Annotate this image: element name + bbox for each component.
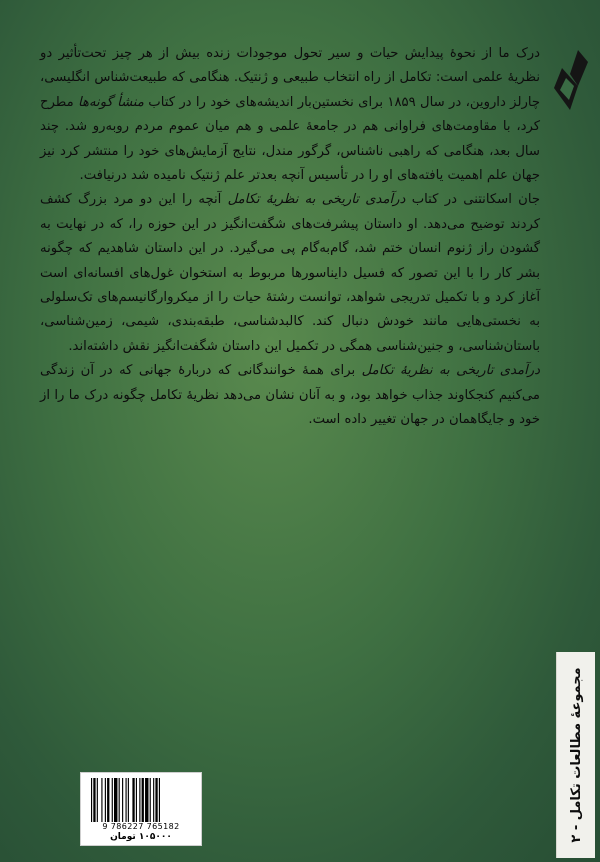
barcode-bar — [122, 778, 123, 822]
barcode-bar — [91, 778, 92, 822]
barcode-bar — [132, 778, 134, 822]
barcode-bar — [107, 778, 109, 822]
barcode-bar — [150, 778, 151, 822]
paragraph-audience — [40, 359, 540, 432]
description-text — [40, 42, 540, 433]
barcode-bar — [142, 778, 144, 822]
barcode-bar — [159, 778, 160, 822]
series-label: مجموعهٔ مطالعات تکامل - ۲ — [568, 667, 584, 843]
barcode-bar — [93, 778, 95, 822]
barcode-bar — [97, 778, 98, 822]
price-label: ۱۰۵۰۰۰ تومان — [110, 832, 172, 842]
book-title: درآمدی تاریخی به نظریهٔ تکامل — [361, 363, 540, 379]
barcode-bar — [153, 778, 154, 822]
paragraph-text: مطرح کرد، با مقاومت‌های فراوانی هم در جامعهٔ علمی و هم میان عموم مردم روبه‌رو شد. چند سال بعد، هنگامی که راهبی ناشناس، گرگور مندل، نتایج آزمایش‌های خود را منتشر کرد نیز جهان علم اهمیت یافته‌های او را در تأسیس آنچه بعدتر علم ژنتیک نامیده شد درنیافت. — [40, 94, 540, 184]
paragraph-text: برای همهٔ خوانندگانی که دربارهٔ جهانی که در آن زندگی می‌کنیم کنجکاوند جذاب خواهد بود، و به آنان نشان می‌دهد نظریهٔ تکامل چگونه درک ما را از خود و جایگاهمان در جهان تغییر داده است. — [40, 363, 540, 428]
paragraph-text: درک ما از نحوهٔ پیدایش حیات و سیر تحول موجودات زنده بیش از هر چیز تحت‌تأثیر دو نظریهٔ علمی است: تکامل از راه انتخاب طبیعی و ژنتیک. هنگامی که طبیعت‌شناس انگلیسی، چارلز داروین، در سال ۱۸۵۹ برای نخستین‌بار اندیشه‌های خود را در کتاب — [40, 46, 541, 110]
paragraph-darwin-mendel — [40, 42, 540, 188]
publisher-logo-icon — [548, 48, 592, 112]
barcode-bar — [114, 778, 117, 822]
barcode-bar — [112, 778, 113, 822]
barcode-box — [80, 772, 202, 846]
series-label-box — [556, 652, 595, 858]
barcode-bar — [136, 778, 137, 822]
barcode-bar — [139, 778, 140, 822]
paragraph-text: جان اسکانتنی در کتاب — [405, 192, 540, 208]
isbn-number: 9 786227 765182 — [102, 822, 180, 831]
paragraph-text: آنچه را این دو مرد بزرگ کشف کردند توضیح می‌دهد. او داستان پیشرفت‌های شگفت‌انگیز در این حوزه را، که در نهایت به گشودن راز ژنوم انسان ختم شد، گام‌به‌گام پی می‌گیرد. در این داستان شاهدیم که چگونه بشر کار را با این تصور که فسیل دایناسورها مربوط به استخوان غول‌های افسانه‌ای است آغاز کرد و با تکمیل تدریجی شواهد، توانست رشتهٔ حیات را از میکروارگانیسم‌های تک‌سلولی به نخستی‌هایی مانند خودش دنبال کند. کالبدشناسی، طبقه‌بندی، شیمی، زمین‌شناسی، باستان‌شناسی، و جنین‌شناسی همگی در تکمیل این داستان شگفت‌انگیز نقش داشته‌اند. — [40, 192, 540, 354]
barcode-bar — [126, 778, 127, 822]
barcode-bar — [145, 778, 148, 822]
barcode-bar — [128, 778, 129, 822]
barcode-icon — [90, 778, 193, 822]
barcode-bar — [105, 778, 106, 822]
barcode-bar — [119, 778, 120, 822]
book-title: درآمدی تاریخی به نظریهٔ تکامل — [227, 192, 406, 208]
barcode-bar — [155, 778, 157, 822]
book-title-origin: منشأ گونه‌ها — [78, 94, 144, 110]
paragraph-author-book — [40, 188, 540, 359]
barcode-bar — [101, 778, 102, 822]
